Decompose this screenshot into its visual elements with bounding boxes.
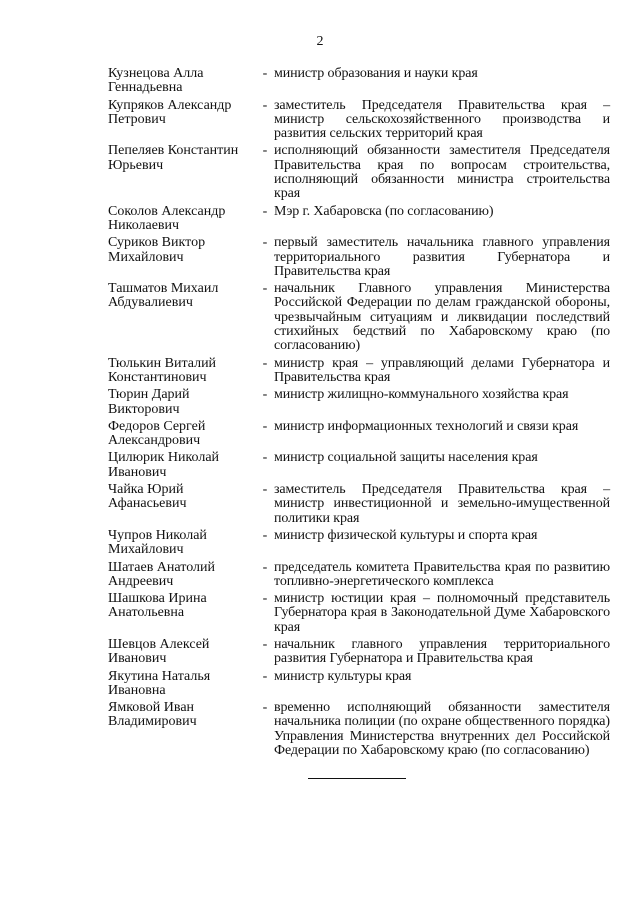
member-name: Федоров Сергей Александрович xyxy=(108,418,206,449)
member-name: Купряков Александр Петрович xyxy=(108,97,232,127)
member-name: Пепеляев Константин Юрьевич xyxy=(108,143,239,173)
member-name: Якутина Наталья Ивановна xyxy=(108,668,211,698)
separator-dash: - xyxy=(262,668,268,684)
member-role: исполняющий обязанности заместителя Председателя Правительства края по вопросам строительства, исполняющий обязанности министра строительства края xyxy=(274,143,610,202)
member-role: министр информационных технологий и связи края xyxy=(274,418,579,434)
member-entry xyxy=(108,236,610,279)
member-role: министр образования и науки края xyxy=(274,66,478,81)
member-name: Шевцов Алексей Иванович xyxy=(108,636,210,667)
member-name: Ямковой Иван Владимирович xyxy=(108,700,197,730)
member-role: первый заместитель начальника главного управления территориального развития Губернатора и Правительства края xyxy=(274,235,610,279)
separator-dash: - xyxy=(262,387,268,403)
commission-member-list xyxy=(108,67,610,761)
separator-dash: - xyxy=(262,143,268,159)
separator-dash: - xyxy=(262,450,268,466)
member-role: заместитель Председателя Правительства края – министр сельскохозяйственного производства и развития сельских территорий края xyxy=(274,97,610,142)
member-name: Шатаев Анатолий Андреевич xyxy=(108,559,215,589)
separator-dash: - xyxy=(262,591,268,607)
member-entry xyxy=(108,592,610,635)
separator-dash: - xyxy=(262,636,268,652)
member-entry xyxy=(108,701,610,758)
member-role: Мэр г. Хабаровска (по согласованию) xyxy=(274,203,494,219)
separator-dash: - xyxy=(262,527,268,543)
member-name: Тюрин Дарий Викторович xyxy=(108,387,190,417)
member-role: начальник главного управления территориального развития Губернатора и Правительства края xyxy=(274,636,610,667)
member-name: Шашкова Ирина Анатольевна xyxy=(108,591,207,621)
member-role: председатель комитета Правительства края по развитию топливно-энергетического комплекса xyxy=(274,559,610,589)
member-role: министр жилищно-коммунального хозяйства края xyxy=(274,387,569,403)
member-role: министр социальной защиты населения края xyxy=(274,450,538,466)
closing-rule xyxy=(308,778,406,779)
member-entry xyxy=(108,638,610,667)
member-name: Чайка Юрий Афанасьевич xyxy=(108,482,187,512)
member-entry xyxy=(108,561,610,590)
member-role: начальник Главного управления Министерства Российской Федерации по делам гражданской обороны, чрезвычайным ситуациям и ликвидации последствий стихийных бедствий по Хабаровскому краю (по согласованию) xyxy=(274,281,610,354)
member-role: министр юстиции края – полномочный представитель Губернатора края в Законодательной Думе Хабаровского края xyxy=(274,591,610,635)
member-entry xyxy=(108,670,610,699)
member-entry xyxy=(108,67,610,96)
page-number: 2 xyxy=(316,34,324,49)
member-entry xyxy=(108,483,610,526)
member-name: Суриков Виктор Михайлович xyxy=(108,235,206,265)
member-role: заместитель Председателя Правительства края – министр инвестиционной и земельно-имущественной политики края xyxy=(274,482,610,526)
separator-dash: - xyxy=(262,355,268,371)
separator-dash: - xyxy=(262,97,268,113)
member-entry xyxy=(108,144,610,201)
member-name: Чупров Николай Михайлович xyxy=(108,527,207,558)
member-role: министр края – управляющий делами Губернатора и Правительства края xyxy=(274,355,610,385)
member-name: Цилюрик Николай Иванович xyxy=(108,450,220,480)
separator-dash: - xyxy=(262,482,268,498)
member-entry xyxy=(108,357,610,386)
member-entry xyxy=(108,529,610,558)
separator-dash: - xyxy=(262,418,268,434)
separator-dash: - xyxy=(262,203,268,219)
member-entry xyxy=(108,420,610,449)
separator-dash: - xyxy=(262,281,268,297)
member-name: Тюлькин Виталий Константинович xyxy=(108,355,217,385)
member-entry xyxy=(108,388,610,417)
separator-dash: - xyxy=(262,700,268,716)
member-name: Ташматов Михаил Абдувалиевич xyxy=(108,281,219,311)
member-name: Соколов Александр Николаевич xyxy=(108,203,226,233)
member-entry xyxy=(108,99,610,142)
member-entry xyxy=(108,451,610,480)
separator-dash: - xyxy=(262,559,268,575)
member-role: министр культуры края xyxy=(274,668,412,684)
member-role: министр физической культуры и спорта края xyxy=(274,527,538,543)
member-entry xyxy=(108,205,610,234)
separator-dash: - xyxy=(262,66,268,81)
separator-dash: - xyxy=(262,235,268,251)
member-name: Кузнецова Алла Геннадьевна xyxy=(108,66,204,96)
member-entry xyxy=(108,282,610,353)
member-role: временно исполняющий обязанности заместителя начальника полиции (по охране общественного порядка) Управления Министерства внутренних дел Российской Федерации по Хабаровскому краю (по согласованию) xyxy=(274,700,610,759)
